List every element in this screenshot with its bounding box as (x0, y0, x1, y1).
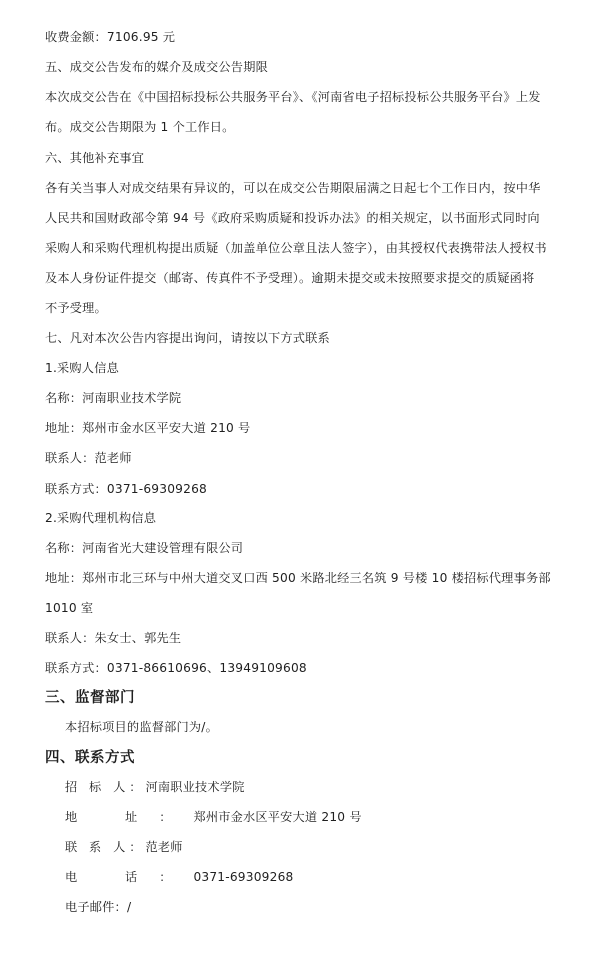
section5-body-line1: 本次成交公告在《中国招标投标公共服务平台》、《河南省电子招标投标公共服务平台》上发 (45, 90, 541, 104)
contact-label-person: 联 系 人： (65, 840, 146, 854)
contact-label-address: 地 址： (65, 810, 194, 824)
supervision-heading: 三、监督部门 (45, 690, 135, 706)
agency-address-line2: 1010 室 (45, 601, 94, 615)
section6-body-line1: 各有关当事人对成交结果有异议的，可以在成交公告期限届满之日起七个工作日内，按中华 (45, 181, 541, 195)
section6-body-line3: 采购人和采购代理机构提出质疑（加盖单位公章且法人签字），由其授权代表携带法人授权书 (45, 241, 547, 255)
contact-value-address: 郑州市金水区平安大道 210 号 (193, 810, 362, 824)
contact-value-bidder: 河南职业技术学院 (145, 780, 245, 794)
contact-row-address (65, 808, 362, 825)
agency-name: 名称：河南省光大建设管理有限公司 (45, 541, 244, 555)
purchaser-name: 名称：河南职业技术学院 (45, 391, 182, 405)
contact-row-phone (65, 868, 293, 885)
contact-heading: 四、联系方式 (45, 750, 135, 766)
contact-label-phone: 电 话： (65, 870, 194, 884)
section6-body-line5: 不予受理。 (45, 301, 107, 315)
contact-value-email: / (126, 900, 132, 914)
section7-heading: 七、凡对本次公告内容提出询问，请按以下方式联系 (45, 331, 330, 345)
purchaser-contact: 联系人：范老师 (45, 451, 132, 465)
section6-body-line4: 及本人身份证件提交（邮寄、传真件不予受理）。逾期未提交或未按照要求提交的质疑函将 (45, 271, 535, 285)
section6-body-line2: 人民共和国财政部令第 94 号《政府采购质疑和投诉办法》的相关规定，以书面形式同时向 (45, 211, 540, 225)
supervision-body: 本招标项目的监督部门为/。 (65, 720, 218, 734)
contact-label-email: 电子邮件： (65, 900, 127, 914)
contact-value-person: 范老师 (145, 840, 183, 854)
purchaser-phone: 联系方式：0371-69309268 (45, 482, 207, 496)
agency-title: 2.采购代理机构信息 (45, 511, 157, 525)
contact-row-bidder (65, 778, 245, 795)
section6-heading: 六、其他补充事宜 (45, 151, 145, 165)
agency-address-line1: 地址：郑州市北三环与中州大道交叉口西 500 米路北经三名筑 9 号楼 10 楼招标代理事务部 (45, 571, 551, 585)
agency-contact: 联系人：朱女士、郭先生 (45, 631, 182, 645)
contact-value-phone: 0371-69309268 (193, 870, 294, 884)
contact-row-email (65, 898, 131, 915)
agency-phone: 联系方式：0371-86610696、13949109608 (45, 661, 307, 675)
contact-label-bidder: 招 标 人： (65, 780, 146, 794)
fee-line: 收费金额：7106.95 元 (45, 30, 176, 44)
purchaser-address: 地址：郑州市金水区平安大道 210 号 (45, 421, 251, 435)
section5-heading: 五、成交公告发布的媒介及成交公告期限 (45, 60, 268, 74)
purchaser-title: 1.采购人信息 (45, 361, 119, 375)
contact-row-person (65, 838, 183, 855)
section5-body-line2: 布。成交公告期限为 1 个工作日。 (45, 120, 235, 134)
